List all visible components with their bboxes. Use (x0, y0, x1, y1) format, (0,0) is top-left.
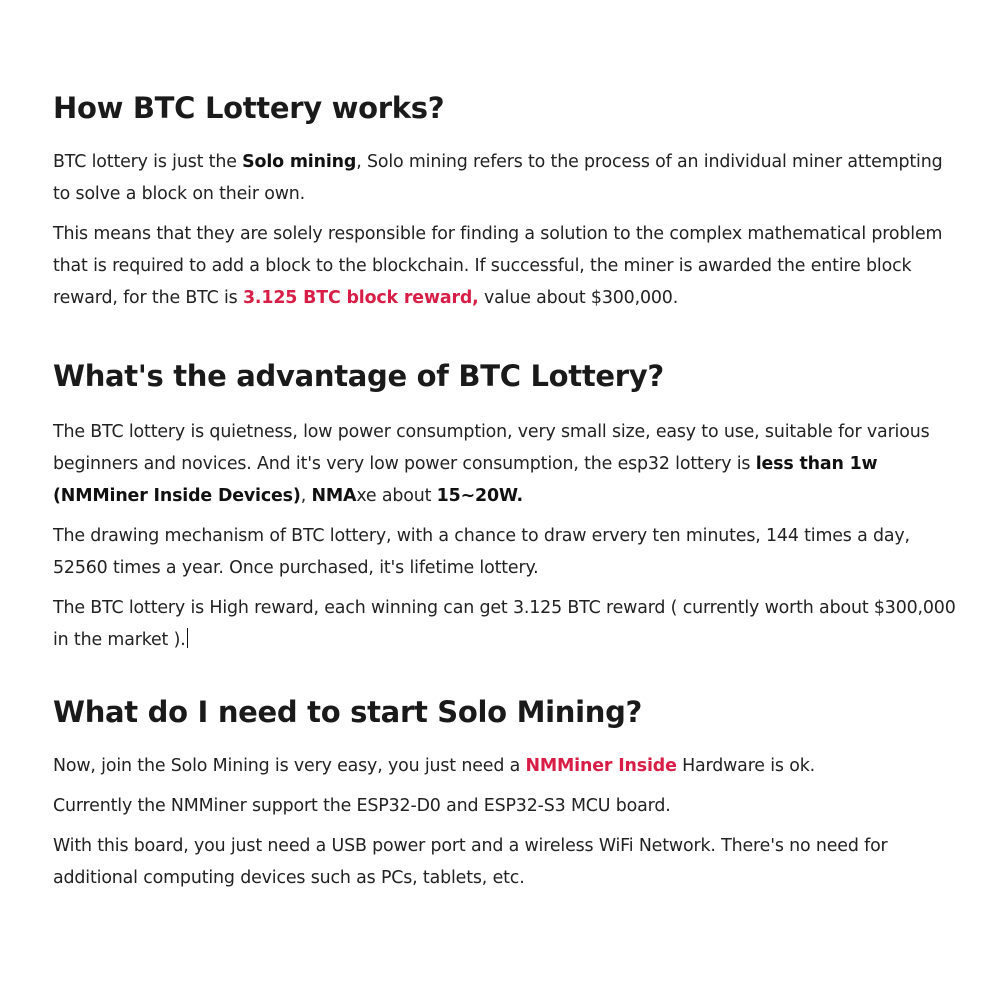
paragraph-block-reward (53, 218, 963, 314)
bold-less-than-1w: less than 1w (NMMiner Inside Devices) (53, 454, 878, 506)
bold-power-range: 15~20W. (436, 486, 523, 506)
highlight-block-reward: 3.125 BTC block reward, (242, 288, 479, 308)
heading-advantage-btc-lottery: What's the advantage of BTC Lottery? (53, 359, 664, 393)
text: xe about (356, 486, 437, 506)
text: BTC lottery is just the (53, 152, 243, 172)
heading-how-btc-lottery-works: How BTC Lottery works? (53, 91, 445, 125)
paragraph-solo-mining-intro (53, 146, 963, 210)
text: Now, join the Solo Mining is very easy, you just need a (53, 756, 526, 776)
text: , Solo mining refers to the process of an individual miner attempting to solve a block on their own. (53, 152, 943, 204)
paragraph-supported-boards: Currently the NMMiner support the ESP32-D0 and ESP32-S3 MCU board. (53, 796, 671, 816)
text: This means that they are solely responsible for finding a solution to the complex mathematical problem that is required to add a block to the blockchain. If successful, the miner is awarded the entire block reward, for the BTC is (53, 224, 943, 308)
text: value about $300,000. (478, 288, 679, 308)
paragraph-high-reward (53, 592, 963, 656)
text: Hardware is ok. (676, 756, 815, 776)
paragraph-requirements: With this board, you just need a USB power port and a wireless WiFi Network. There's no need for additional computing devices such as PCs, tablets, etc. (53, 836, 888, 888)
highlight-nmminer-inside: NMMiner Inside (525, 756, 677, 776)
text-cursor (187, 628, 188, 648)
bold-solo-mining: Solo mining (242, 152, 357, 172)
paragraph-low-power (53, 416, 963, 512)
heading-start-solo-mining: What do I need to start Solo Mining? (53, 695, 643, 729)
bold-nma: NMA (311, 486, 357, 506)
document-body (53, 88, 963, 894)
text: The BTC lottery is High reward, each winning can get 3.125 BTC reward ( currently worth about $300,000 in the market ). (53, 598, 956, 650)
text: The BTC lottery is quietness, low power consumption, very small size, easy to use, suitable for various beginners and novices. And it's very low power consumption, the esp32 lottery is (53, 422, 930, 474)
text: , (300, 486, 312, 506)
paragraph-join-solo-mining (53, 750, 963, 782)
paragraph-drawing-mechanism: The drawing mechanism of BTC lottery, with a chance to draw ervery ten minutes, 144 times a day, 52560 times a year. Once purchased, it's lifetime lottery. (53, 526, 910, 578)
